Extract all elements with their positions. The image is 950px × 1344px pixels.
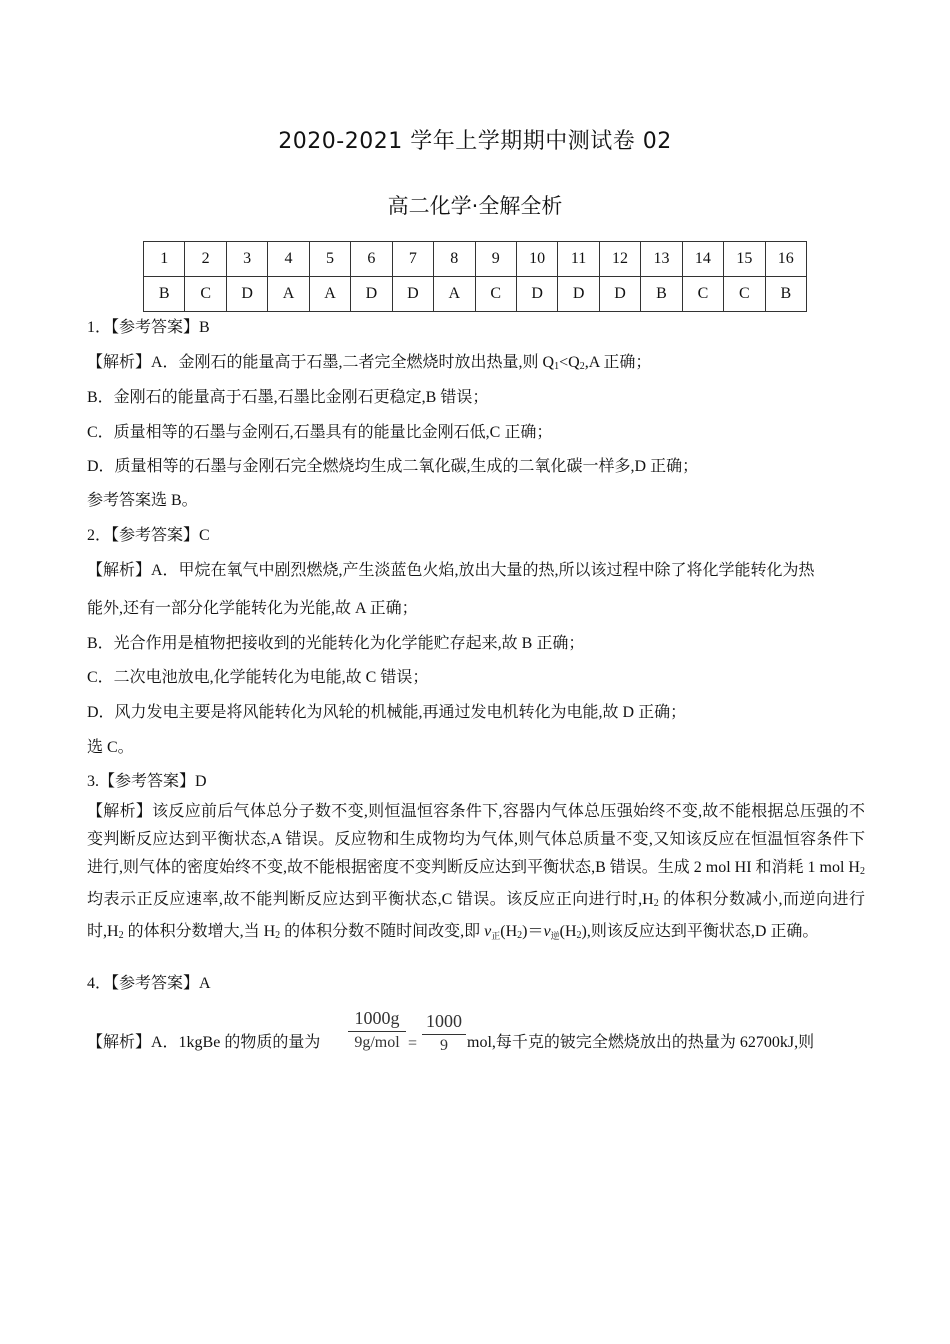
q1-conclusion: 参考答案选 B。: [87, 492, 198, 509]
q2-option-d: D．风力发电主要是将风能转化为风轮的机械能,再通过发电机转化为电能,故 D 正确；: [87, 704, 687, 721]
q1-option-c: C．质量相等的石墨与金刚石,石墨具有的能量比金刚石低,C 正确；: [87, 424, 553, 441]
answer-cell: B: [144, 277, 185, 312]
answer-cell: A: [309, 277, 350, 312]
q1-heading: 1．【参考答案】B: [87, 319, 210, 336]
answer-cell: C: [185, 277, 226, 312]
answer-cell: C: [682, 277, 723, 312]
question-number-cell: 12: [599, 242, 640, 277]
question-number-cell: 7: [392, 242, 433, 277]
question-number-cell: 6: [351, 242, 392, 277]
answer-table: [143, 241, 807, 312]
q4-fraction-mass-over-molar-mass: 1000g 9g/mol: [348, 1008, 406, 1052]
answer-cell: C: [475, 277, 516, 312]
answer-table-answer-row: [144, 277, 807, 312]
q4-fraction-result: 1000 9: [422, 1011, 466, 1055]
q2-option-c: C．二次电池放电,化学能转化为电能,故 C 错误；: [87, 669, 429, 686]
question-number-cell: 11: [558, 242, 599, 277]
q2-option-a-line1: 【解析】A．甲烷在氧气中剧烈燃烧,产生淡蓝色火焰,放出大量的热,所以该过程中除了将化学能转化为热: [87, 562, 815, 579]
answer-cell: B: [765, 277, 806, 312]
q4-heading: 4．【参考答案】A: [87, 975, 211, 992]
question-number-cell: 4: [268, 242, 309, 277]
question-number-cell: 13: [641, 242, 682, 277]
answer-table-number-row: [144, 242, 807, 277]
answer-cell: D: [351, 277, 392, 312]
q2-option-a-line2: 能外,还有一部分化学能转化为光能,故 A 正确；: [87, 600, 418, 617]
question-number-cell: 8: [434, 242, 475, 277]
answer-cell: B: [641, 277, 682, 312]
question-number-cell: 2: [185, 242, 226, 277]
question-number-cell: 15: [724, 242, 765, 277]
q1-option-b: B．金刚石的能量高于石墨,石墨比金刚石更稳定,B 错误；: [87, 389, 489, 406]
answer-cell: D: [516, 277, 557, 312]
question-number-cell: 3: [226, 242, 267, 277]
answer-cell: A: [268, 277, 309, 312]
q4-option-a-suffix: mol,每千克的铍完全燃烧放出的热量为 62700kJ,则: [467, 1034, 815, 1051]
page-subtitle: 高二化学·全解全析: [387, 194, 563, 218]
q2-option-b: B．光合作用是植物把接收到的光能转化为化学能贮存起来,故 B 正确；: [87, 635, 585, 652]
question-number-cell: 9: [475, 242, 516, 277]
q3-explanation: 【解析】该反应前后气体总分子数不变,则恒温恒容条件下,容器内气体总压强始终不变,故不能根据总压强的不变判断反应达到平衡状态,A 错误。反应物和生成物均为气体,则气体总质量不变,又知该反应在恒温恒容条件下进行,则气体的密度始终不变,故不能根据密度不变判断反应达到平衡状态,B 错误。生成 2 mol HI 和消耗 1 mol $H_2$ 均表示正反应速率,故不能判断反应达到平衡状态,C 错误。该反应正向进行时$,H_2$ 的体积分数减小,而逆向进行时$,H_2$ 的体积分数增大,当 $H_2$ 的体积分数不随时间改变,即 v正$(H_2)=v$逆$(H_2)$,则该反应达到平衡状态,D 正确。: [87, 803, 865, 941]
q3-heading: 3.【参考答案】D: [87, 773, 207, 790]
answer-cell: A: [434, 277, 475, 312]
q4-equals-sign: =: [408, 1035, 418, 1052]
question-number-cell: 1: [144, 242, 185, 277]
answer-cell: C: [724, 277, 765, 312]
question-number-cell: 16: [765, 242, 806, 277]
answer-cell: D: [226, 277, 267, 312]
answer-cell: D: [599, 277, 640, 312]
question-number-cell: 14: [682, 242, 723, 277]
q2-heading: 2．【参考答案】C: [87, 527, 210, 544]
q4-option-a-prefix: 【解析】A．1kgBe 的物质的量为: [87, 1034, 321, 1051]
question-number-cell: 10: [516, 242, 557, 277]
question-number-cell: 5: [309, 242, 350, 277]
q1-option-d: D．质量相等的石墨与金刚石完全燃烧均生成二氧化碳,生成的二氧化碳一样多,D 正确；: [87, 458, 699, 475]
page-title: 2020-2021 学年上学期期中测试卷 02: [278, 129, 672, 154]
q2-conclusion: 选 C。: [87, 739, 134, 756]
answer-cell: D: [392, 277, 433, 312]
answer-cell: D: [558, 277, 599, 312]
q1-option-a: 【解析】A．金刚石的能量高于石墨,二者完全燃烧时放出热量,则 $Q_1<Q_2,A$ 正确；: [87, 354, 652, 372]
